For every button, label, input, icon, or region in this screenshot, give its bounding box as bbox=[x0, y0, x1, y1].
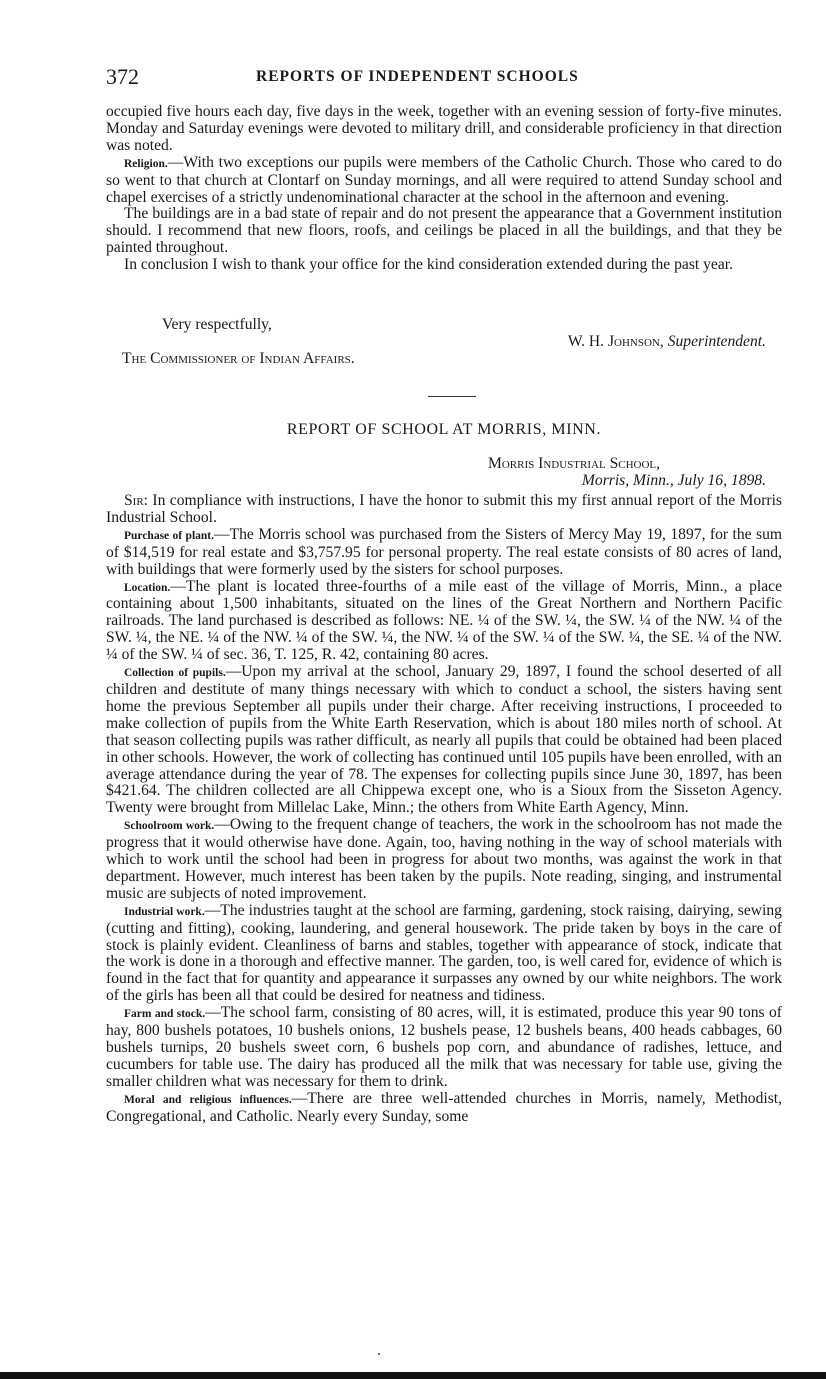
signature-title: Superintendent. bbox=[667, 333, 766, 350]
paragraph-farm bbox=[106, 1005, 782, 1091]
location-text: —The plant is located three-fourths of a mile east of the village of Morris, Minn., a place containing about 1,500 inhabitants, situated on the lines of the Great Northern and Northern Pacific railroads. The land purchased is described as follows: NE. ¼ of the SW. ¼, the SW. ¼ of the NW. ¼ of the SW. ¼, the NE. ¼ of the NW. ¼ of the SW. ¼, the NW. ¼ of the SW. ¼ of the SW. ¼, the SE. ¼ of the NW. ¼ of the SW. ¼ of sec. 36, T. 125, R. 42, containing 80 acres. bbox=[106, 577, 782, 664]
paragraph-conclusion: In conclusion I wish to thank your office for the kind consideration extended during the past year. bbox=[124, 256, 734, 274]
institution-name: Morris Industrial School, bbox=[488, 455, 661, 472]
paragraph-intro bbox=[106, 493, 782, 527]
paragraph-moral bbox=[106, 1091, 782, 1126]
intro-text: In compliance with instructions, I have the honor to submit this my first annual report of the Morris Industrial School. bbox=[106, 492, 782, 526]
sidehead-schoolroom: Schoolroom work. bbox=[124, 820, 215, 833]
closing: Very respectfully, bbox=[162, 316, 272, 333]
paragraph-buildings: The buildings are in a bad state of repair and do not present the appearance that a Government institution should. I recommend that new floors, roofs, and ceilings be placed in all the buildings, and that they be painted throughout. bbox=[106, 205, 782, 257]
report-title: REPORT OF SCHOOL AT MORRIS, MINN. bbox=[286, 421, 602, 438]
page-number: 372 bbox=[106, 64, 139, 89]
page-header bbox=[106, 64, 782, 90]
closing-block bbox=[106, 316, 782, 367]
sidehead-collection: Collection of pupils. bbox=[124, 667, 226, 680]
sidehead-moral: Moral and religious influences. bbox=[124, 1093, 292, 1106]
sidehead-farm: Farm and stock. bbox=[124, 1008, 206, 1021]
schoolroom-text: —Owing to the frequent change of teachers, the work in the schoolroom has not made the progress that it would otherwise have done. Again, too, having nothing in the way of school materials with which to work until the school had been in progress for about two months, was against the work in that department. However, much interest has been taken by the pupils. Note reading, singing, and instrumental music are subjects of noted improvement. bbox=[106, 816, 782, 902]
paragraph-religion bbox=[106, 155, 782, 207]
report-body bbox=[106, 493, 782, 1126]
dateline bbox=[106, 455, 782, 489]
sidehead-purchase: Purchase of plant. bbox=[124, 529, 214, 542]
paragraph-collection bbox=[106, 664, 782, 817]
collection-text: —Upon my arrival at the school, January 29, 1897, I found the school deserted of all children and destitute of many things necessary with which to conduct a school, the sisters having sent home the previous September all pupils under their charge. After receiving instructions, I proceeded to make collection of pupils from the White Earth Reservation, which is about 180 miles north of school. At that season collecting pupils was rather difficult, as nearly all pupils that could be obtained had been placed in other schools. However, the work of collecting has continued until 105 pupils have been enrolled, with an average attendance during the year of 78. The expenses for collecting pupils since June 30, 1897, has been $421.64. The children collected are all Chippewa except one, who is a Sioux from the Sisseton Agency. Twenty were brought from Millelac Lake, Minn.; the others from White Earth Agency, Minn. bbox=[106, 663, 782, 817]
paragraph-schoolroom bbox=[106, 817, 782, 903]
industrial-text: —The industries taught at the school are farming, gardening, stock raising, dairying, sewing (cutting and fitting), cooking, laundering, and general housework. The pride taken by boys in the care of stock is plainly evident. Cleanliness of barns and stables, together with appearance of stock, indicate that the work is done in a thorough and effective manner. The garden, too, is well cared for, evidence of which is found in the fact that for quantity and appearance it surpasses any owned by our white neighbors. The work of the girls has been all that could be desired for neatness and tidiness. bbox=[106, 901, 782, 1005]
scan-bottom-edge bbox=[0, 1372, 826, 1379]
farm-text: —The school farm, consisting of 80 acres, will, it is estimated, produce this year 90 tons of hay, 800 bushels potatoes, 10 bushels onions, 12 bushels pease, 12 bushels beans, 400 heads cabbages, 60 bushels turnips, 20 bushels sweet corn, 6 bushels pop corn, and abundance of radishes, lettuce, and cucumbers for table use. The dairy has produced all the milk that was necessary for table use, giving the smaller children what was necessary for them to drink. bbox=[106, 1004, 782, 1090]
moral-text: —There are three well-attended churches in Morris, namely, Methodist, Congregational, and Catholic. Nearly every Sunday, some bbox=[106, 1089, 782, 1125]
addressee: The Commissioner of Indian Affairs. bbox=[122, 350, 355, 367]
paragraph-continued: occupied five hours each day, five days in the week, together with an evening session of forty-five minutes. Monday and Saturday evenings were devoted to military drill, and considerable proficiency in that direction was noted. bbox=[106, 103, 782, 154]
purchase-text: —The Morris school was purchased from the Sisters of Mercy May 19, 1897, for the sum of $14,519 for real estate and $3,757.95 for personal property. The real estate consists of 80 acres of land, with buildings that were formerly used by the sisters for school purposes. bbox=[106, 525, 783, 578]
place-date: Morris, Minn., July 16, 1898. bbox=[581, 472, 766, 489]
previous-report-body bbox=[106, 104, 782, 274]
paragraph-location bbox=[106, 579, 782, 665]
sidehead-religion: Religion. bbox=[124, 157, 168, 170]
sidehead-location: Location. bbox=[124, 581, 171, 594]
signature bbox=[106, 333, 782, 350]
scan-speck bbox=[378, 1353, 380, 1355]
salutation: Sir: bbox=[124, 492, 149, 509]
paragraph-industrial bbox=[106, 903, 782, 1005]
running-title: REPORTS OF INDEPENDENT SCHOOLS bbox=[256, 68, 579, 85]
paragraph-purchase bbox=[106, 527, 782, 579]
signature-name: W. H. Johnson, bbox=[567, 333, 664, 350]
religion-text: —With two exceptions our pupils were members of the Catholic Church. Those who cared to do so went to that church at Clontarf on Sunday mornings, and all were required to attend Sunday school and chapel exercises of a strictly undenominational character at the school in the afternoon and evening. bbox=[106, 153, 782, 206]
sidehead-industrial: Industrial work. bbox=[124, 905, 205, 918]
section-divider bbox=[428, 396, 476, 397]
